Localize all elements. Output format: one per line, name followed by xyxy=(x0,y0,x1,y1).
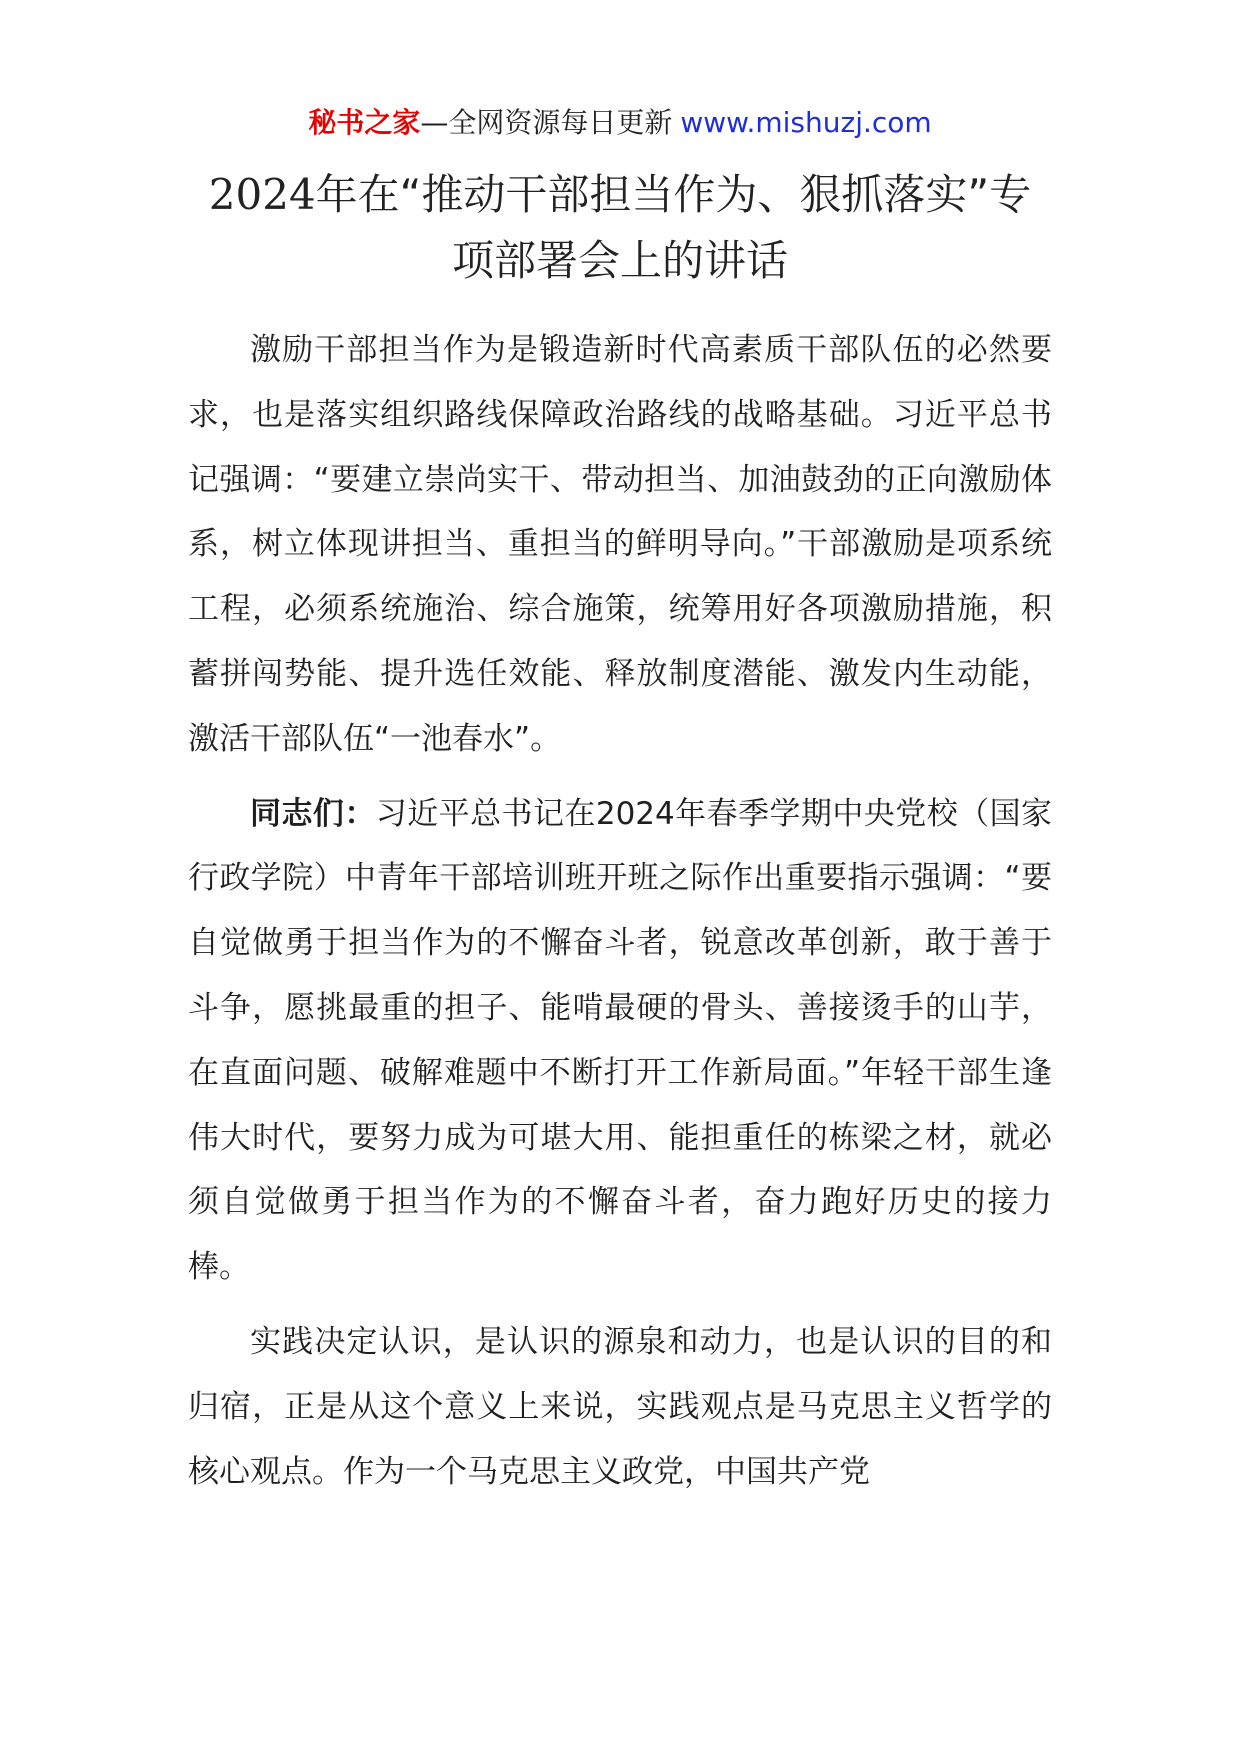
document-body xyxy=(188,318,1052,1514)
paragraph-intro xyxy=(188,318,1052,772)
title-year: 2024 xyxy=(208,170,316,219)
paragraph-text: 实践决定认识，是认识的源泉和动力，也是认识的目的和归宿，正是从这个意义上来说，实践观点是马克思主义哲学的核心观点。作为一个马克思主义政党，中国共产党 xyxy=(188,1323,1052,1490)
site-header xyxy=(0,103,1240,143)
site-url-link[interactable]: www.mishuzj.com xyxy=(680,106,932,139)
brand-name: 秘书之家 xyxy=(308,106,421,139)
title-text: 年在“推动干部担当作为、狠抓落实”专项部署会上的讲话 xyxy=(315,170,1032,285)
paragraph-text: 激励干部担当作为是锻造新时代高素质干部队伍的必然要求，也是落实组织路线保障政治路线的战略基础。习近平总书记强调：“要建立崇尚实干、带动担当、加油鼓劲的正向激励体系，树立体现讲担当、重担当的鲜明导向。”干部激励是项系统工程，必须系统施治、综合施策，统筹用好各项激励措施，积蓄拼闯势能、提升选任效能、释放制度潜能、激发内生动能，激活干部队伍“一池春水”。 xyxy=(188,332,1052,757)
paragraph-lead: 同志们： xyxy=(250,795,376,832)
header-tagline: —全网资源每日更新 xyxy=(420,106,673,139)
paragraph-comrades xyxy=(188,782,1052,1300)
paragraph-text: 习近平总书记在2024年春季学期中央党校（国家行政学院）中青年干部培训班开班之际作出重要指示强调：“要自觉做勇于担当作为的不懈奋斗者，锐意改革创新，敢于善于斗争，愿挑最重的担子、能啃最硬的骨头、善接烫手的山芋，在直面问题、破解难题中不断打开工作新局面。”年轻干部生逢伟大时代，要努力成为可堪大用、能担重任的栋梁之材，就必须自觉做勇于担当作为的不懈奋斗者，奋力跑好历史的接力棒。 xyxy=(188,795,1053,1286)
document-title xyxy=(190,162,1050,294)
paragraph-practice xyxy=(188,1310,1052,1504)
